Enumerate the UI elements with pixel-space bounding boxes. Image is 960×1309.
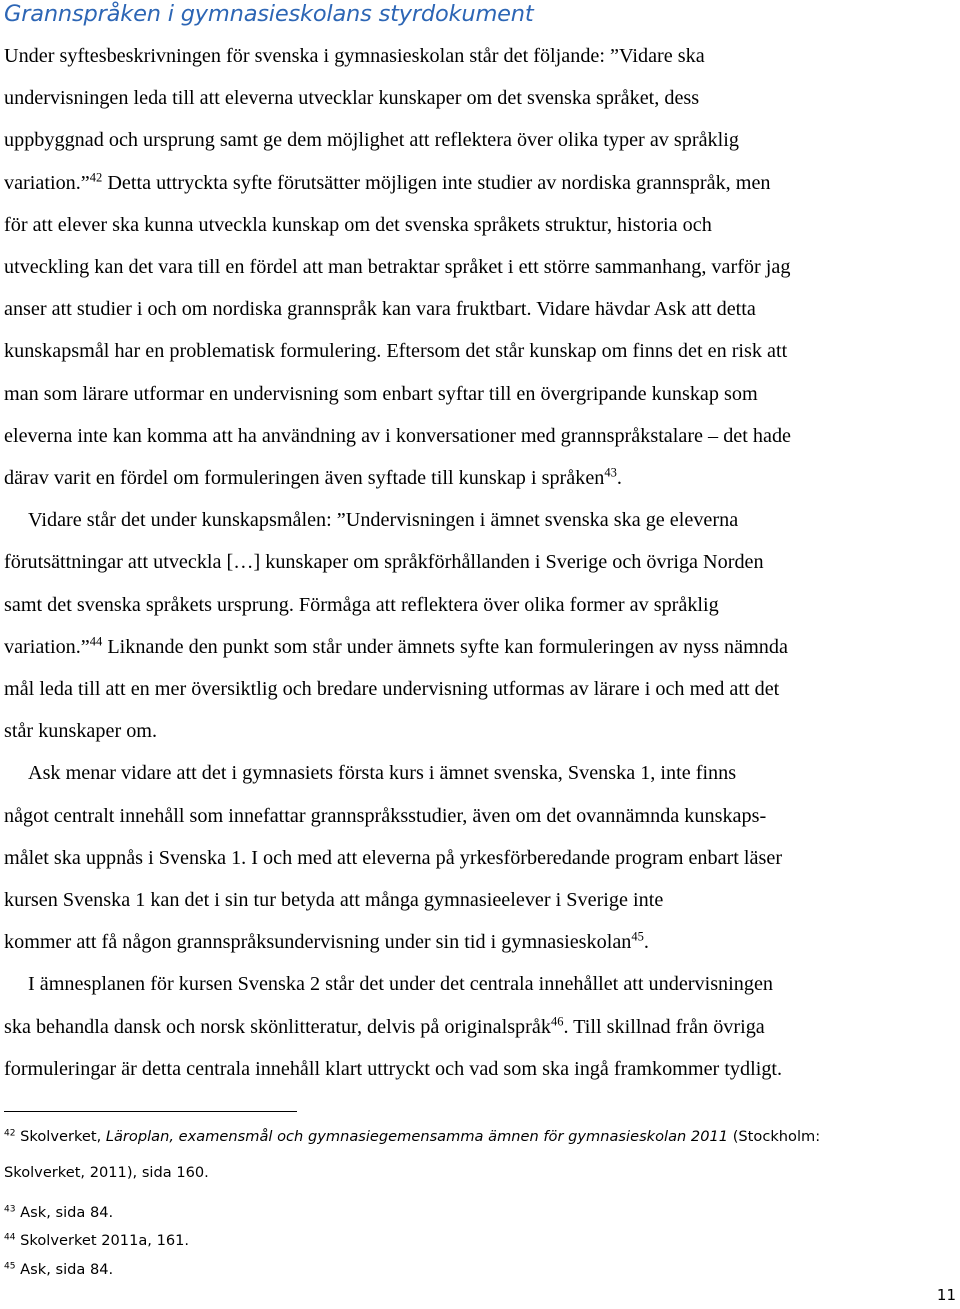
- text: variation.”: [4, 171, 90, 194]
- text: något centralt innehåll som innefattar grannspråksstudier, även om det ovannämnda kunskaps-: [4, 804, 767, 827]
- footnote-number: 43: [4, 1204, 16, 1215]
- text: I ämnesplanen för kursen Svenska 2 står det under det centrala innehållet att undervisningen: [28, 973, 774, 996]
- text: Ask, sida 84.: [15, 1204, 114, 1221]
- footnote-ref-45[interactable]: 45: [631, 929, 644, 944]
- paragraph-3: [4, 752, 956, 963]
- text: Under syftesbeskrivningen för svenska i gymnasieskolan står det följande: ”Vidare ska: [4, 45, 705, 67]
- text: (Stockholm:: [728, 1128, 821, 1145]
- paragraph-4: [4, 963, 956, 1090]
- text: Detta uttryckta syfte förutsätter möjligen inte studier av nordiska grannspråk, men: [102, 171, 771, 194]
- text: eleverna inte kan komma att ha användning av i konversationer med grannspråkstalare – det hade: [4, 424, 792, 447]
- footnote-43: [4, 1202, 956, 1224]
- text: uppbyggnad och ursprung samt ge dem möjlighet att reflektera över olika typer av språklig: [4, 129, 739, 152]
- book-title: Läroplan, examensmål och gymnasiegemensamma ämnen för gymnasieskolan 2011: [105, 1128, 729, 1145]
- text: .: [643, 931, 649, 954]
- text: undervisningen leda till att eleverna utvecklar kunskaper om det svenska språket, dess: [4, 87, 700, 110]
- text: kunskapsmål har en problematisk formulering. Eftersom det står kunskap om finns det en risk att: [4, 340, 788, 363]
- footnotes: [4, 1125, 956, 1281]
- paragraph-2: [4, 499, 956, 752]
- footnote-number: 42: [4, 1128, 16, 1139]
- text: Vidare står det under kunskapsmålen: ”Undervisningen i ämnet svenska ska ge eleverna: [28, 509, 739, 532]
- footnote-42-continued: Skolverket, 2011), sida 160.: [4, 1164, 209, 1181]
- footnote-ref-43[interactable]: 43: [604, 465, 617, 480]
- text: utveckling kan det vara till en fördel att man betraktar språket i ett större sammanhang, varför jag: [4, 256, 791, 279]
- section-heading: Grannspråken i gymnasieskolans styrdokument: [4, 1, 534, 27]
- text: därav varit en fördel om formuleringen även syftade till kunskap i språken: [4, 467, 605, 490]
- text: variation.”: [4, 635, 90, 658]
- footnote-ref-42[interactable]: 42: [89, 170, 103, 185]
- text: målet ska uppnås i Svenska 1. I och med att eleverna på yrkesförberedande program enbart läser: [4, 846, 783, 869]
- footnote-44: [4, 1230, 956, 1252]
- page-number: 11: [936, 1286, 956, 1304]
- body-text: [4, 35, 956, 1090]
- text: för att elever ska kunna utveckla kunskap om det svenska språkets struktur, historia och: [4, 213, 712, 236]
- text: Ask, sida 84.: [15, 1261, 114, 1278]
- footnote-separator: [4, 1111, 297, 1112]
- text: Skolverket,: [15, 1128, 106, 1145]
- text: Ask menar vidare att det i gymnasiets första kurs i ämnet svenska, Svenska 1, inte finns: [28, 762, 737, 785]
- footnote-ref-44[interactable]: 44: [89, 634, 103, 649]
- text: förutsättningar att utveckla […] kunskaper om språkförhållanden i Sverige och övriga Norden: [4, 551, 764, 574]
- footnote-number: 45: [4, 1261, 16, 1272]
- text: kommer att få någon grannspråksundervisning under sin tid i gymnasieskolan: [4, 931, 632, 954]
- text: man som lärare utformar en undervisning som enbart syftar till en övergripande kunskap som: [4, 382, 758, 405]
- footnote-number: 44: [4, 1232, 16, 1243]
- text: formuleringar är detta centrala innehåll klart uttryckt och vad som ska ingå framkommer tydligt.: [4, 1057, 783, 1080]
- text: står kunskaper om.: [4, 720, 158, 743]
- footnote-45: [4, 1259, 956, 1281]
- text: . Till skillnad från övriga: [563, 1015, 765, 1038]
- text: anser att studier i och om nordiska grannspråk kan vara fruktbart. Vidare hävdar Ask att detta: [4, 298, 756, 321]
- text: Skolverket 2011a, 161.: [15, 1232, 190, 1249]
- footnote-42: [4, 1125, 956, 1148]
- paragraph-1: [4, 35, 956, 499]
- footnote-ref-46[interactable]: 46: [550, 1014, 564, 1029]
- text: kursen Svenska 1 kan det i sin tur betyda att många gymnasieelever i Sverige inte: [4, 889, 664, 912]
- text: ska behandla dansk och norsk skönlitteratur, delvis på originalspråk: [4, 1015, 551, 1038]
- text: samt det svenska språkets ursprung. Förmåga att reflektera över olika former av språklig: [4, 593, 719, 616]
- text: .: [616, 467, 622, 490]
- text: Liknande den punkt som står under ämnets syfte kan formuleringen av nyss nämnda: [102, 635, 788, 658]
- text: mål leda till att en mer översiktlig och bredare undervisning utformas av lärare i och med att det: [4, 678, 780, 701]
